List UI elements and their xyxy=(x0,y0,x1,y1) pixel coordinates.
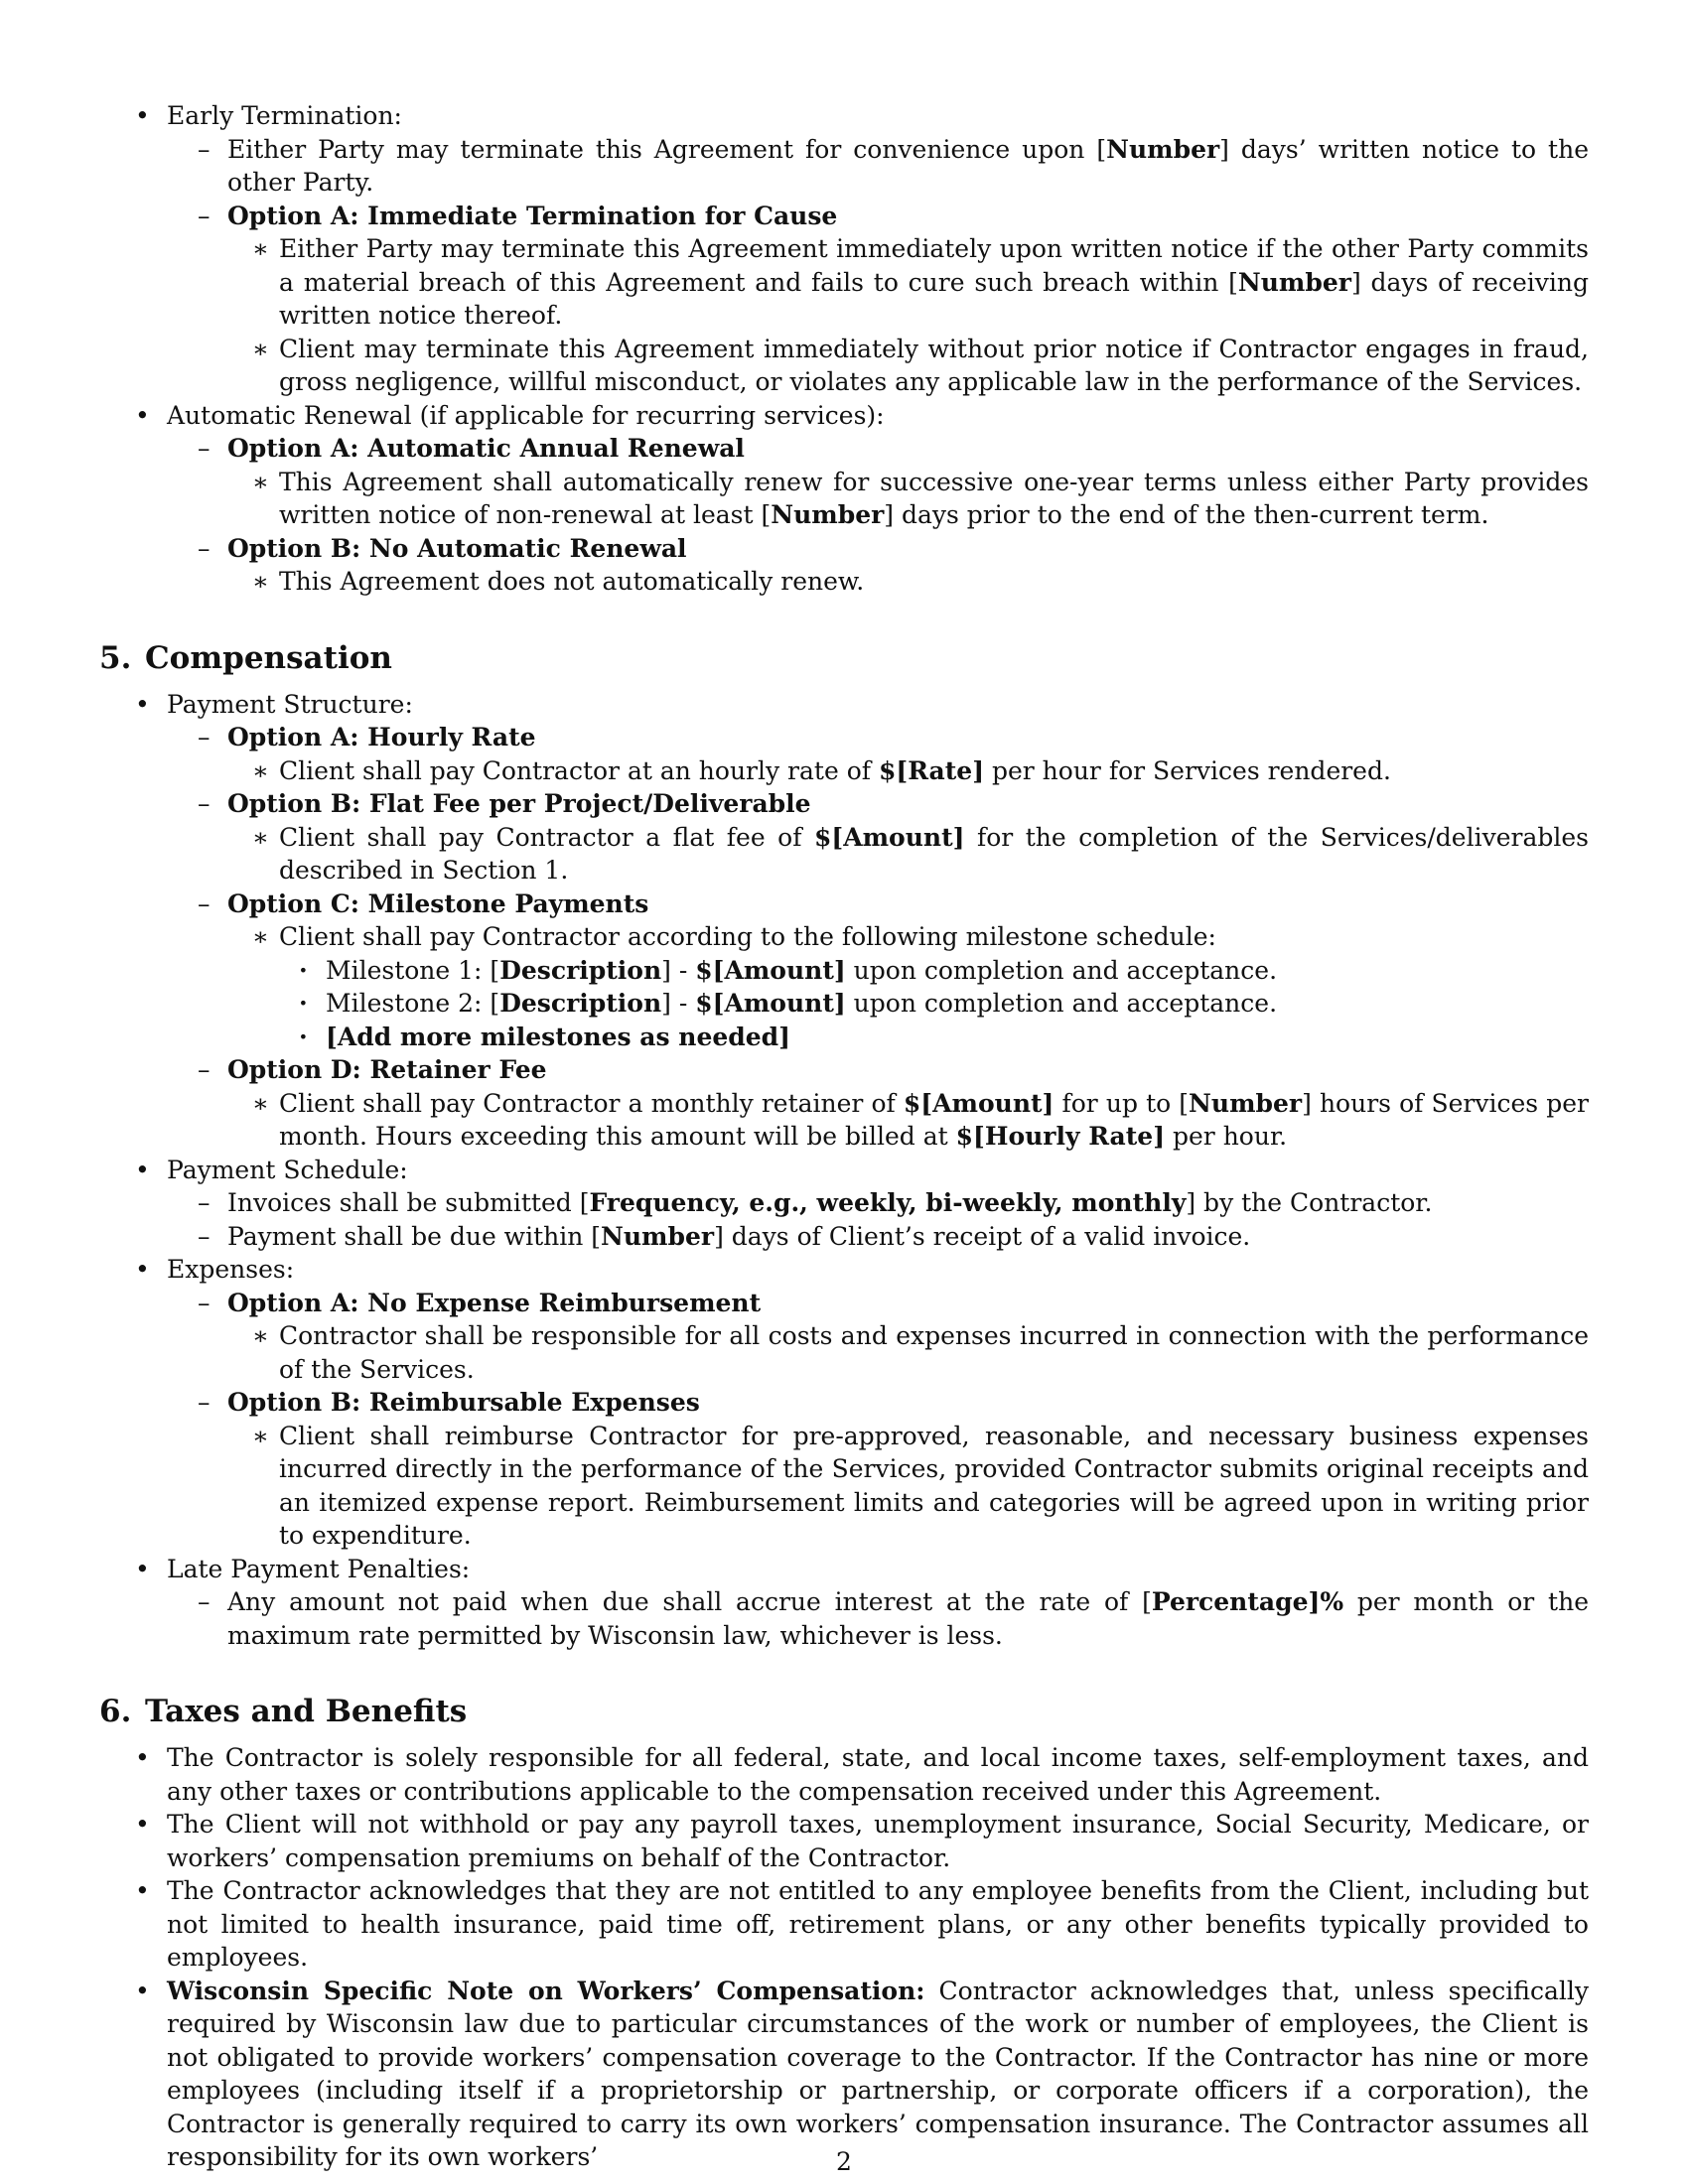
option-milestone-payments: – Option C: Milestone Payments ∗ Client shall pay Contractor according to the following milestone schedule: · Milestone 1: [Description] - $[Amount] upon completion and acceptance. · Milestone 2: [Description] - $[Amount] upon completion and acceptance. · [Add more milestones as needed] xyxy=(167,887,1589,1054)
convenience-termination: – Either Party may terminate this Agreement for convenience upon [Number] days’ written notice to the other Party. xyxy=(167,133,1589,200)
section-heading-taxes: 6. Taxes and Benefits xyxy=(99,1694,468,1729)
option-immediate-termination: – Option A: Immediate Termination for Cause ∗ Either Party may terminate this Agreement immediately upon written notice if the other Party commits a material breach of this Agreement and fails to cure such breach within [Number] days of receiving written notice thereof. ∗ Client may terminate this Agreement immediately without prior notice if Contractor engages in fraud, gross negligence, willful misconduct, or violates any applicable law in the performance of the Services. xyxy=(167,200,1589,399)
termination-breach-clause: ∗ Either Party may terminate this Agreement immediately upon written notice if the other Party commits a material breach of this Agreement and fails to cure such breach within [Number] days of receiving written notice thereof. xyxy=(227,232,1589,333)
early-termination-item: • Early Termination: – Either Party may terminate this Agreement for convenience upon [Number] days’ written notice to the other Party. – Option A: Immediate Termination for Cause ∗ Either Party may terminate this Agreement immediately upon written notice if the other Party commits a material breach of this Agreement and fails to cure such breach within [Number] days of receiving written notice thereof. ∗ Client may terminate this Agreement immediately without prior notice if Contractor engages in fraud, gross negligence, willful misconduct, or violates any applicable law in the performance of the Services. xyxy=(99,99,1589,399)
milestone-clause: ∗ Client shall pay Contractor according to the following milestone schedule: · Milestone 1: [Description] - $[Amount] upon completion and acceptance. · Milestone 2: [Description] - $[Amount] upon completion and acceptance. · [Add more milestones as needed] xyxy=(227,920,1589,1053)
no-reimbursement-clause: ∗ Contractor shall be responsible for all costs and expenses incurred in connection with the performance of the Services. xyxy=(227,1319,1589,1386)
no-benefits-item: • The Contractor acknowledges that they are not entitled to any employee benefits from the Client, including but not limited to health insurance, paid time off, retirement plans, or any other benefits typically provided to employees. xyxy=(99,1874,1589,1975)
payment-structure-item: • Payment Structure: – Option A: Hourly Rate ∗ Client shall pay Contractor at an hourly rate of $[Rate] per hour for Services rendered. – Option B: Flat Fee per Project/Deliverable ∗ Client shall pay Contractor a flat fee of $[Amount] for the completion of the Services/deliverables described in Section 1. – Option C: Milestone Payments ∗ Client shall pay Contractor according to the following milestone schedule: · Milestone 1: [Description] - $[Amount] upon completion and acceptance. · Milestone 2: [Description] - $[Amount] upon completion and acceptance. · [Add more milestones as needed] – Option D: Retainer Fee ∗ Client shall pay Contractor a monthly retainer of $[Amount] for up to [Number] hours of Services per month. Hours exceeding this amount will be billed at $[Hourly Rate] per hour. xyxy=(99,688,1589,1154)
wisconsin-note-item: • Wisconsin Specific Note on Workers’ Compensation: Contractor acknowledges that, unless specifically required by Wisconsin law due to particular circumstances of the work or number of employees, the Client is not obligated to provide workers’ compensation coverage to the Contractor. If the Contractor has nine or more employees (including itself if a proprietorship or partnership, or corporate officers if a corporation), the Contractor is generally required to carry its own workers’ compensation insurance. The Contractor assumes all responsibility for its own workers’ xyxy=(99,1975,1589,2174)
late-payment-item: • Late Payment Penalties: – Any amount not paid when due shall accrue interest at the rate of [Percentage]% per month or the maximum rate permitted by Wisconsin law, whichever is less. xyxy=(99,1553,1589,1653)
page-number: 2 xyxy=(836,2147,852,2176)
retainer-clause: ∗ Client shall pay Contractor a monthly retainer of $[Amount] for up to [Number] hours of Services per month. Hours exceeding this amount will be billed at $[Hourly Rate] per hour. xyxy=(227,1087,1589,1154)
tax-responsibility-item: • The Contractor is solely responsible for all federal, state, and local income taxes, self-employment taxes, and any other taxes or contributions applicable to the compensation received under this Agreement. xyxy=(99,1741,1589,1808)
option-no-reimbursement: – Option A: No Expense Reimbursement ∗ Contractor shall be responsible for all costs and expenses incurred in connection with the performance of the Services. xyxy=(167,1287,1589,1387)
reimbursable-clause: ∗ Client shall reimburse Contractor for pre-approved, reasonable, and necessary business expenses incurred directly in the performance of the Services, provided Contractor submits original receipts and an itemized expense report. Reimbursement limits and categories will be agreed upon in writing prior to expenditure. xyxy=(227,1420,1589,1553)
milestone-more: · [Add more milestones as needed] xyxy=(279,1021,1589,1054)
milestone-2: · Milestone 2: [Description] - $[Amount] upon completion and acceptance. xyxy=(279,987,1589,1021)
milestone-1: · Milestone 1: [Description] - $[Amount] upon completion and acceptance. xyxy=(279,954,1589,988)
payment-due-clause: – Payment shall be due within [Number] days of Client’s receipt of a valid invoice. xyxy=(167,1220,1589,1254)
late-payment-clause: – Any amount not paid when due shall accrue interest at the rate of [Percentage]% per month or the maximum rate permitted by Wisconsin law, whichever is less. xyxy=(167,1585,1589,1652)
flat-fee-clause: ∗ Client shall pay Contractor a flat fee of $[Amount] for the completion of the Services/deliverables described in Section 1. xyxy=(227,821,1589,887)
automatic-renewal-item: • Automatic Renewal (if applicable for recurring services): – Option A: Automatic Annual Renewal ∗ This Agreement shall automatically renew for successive one-year terms unless either Party provides written notice of non-renewal at least [Number] days prior to the end of the then-current term. – Option B: No Automatic Renewal ∗ This Agreement does not automatically renew. xyxy=(99,399,1589,599)
option-flat-fee: – Option B: Flat Fee per Project/Deliverable ∗ Client shall pay Contractor a flat fee of $[Amount] for the completion of the Services/deliverables described in Section 1. xyxy=(167,787,1589,887)
option-automatic-renewal: – Option A: Automatic Annual Renewal ∗ This Agreement shall automatically renew for successive one-year terms unless either Party provides written notice of non-renewal at least [Number] days prior to the end of the then-current term. xyxy=(167,432,1589,532)
option-no-renewal: – Option B: No Automatic Renewal ∗ This Agreement does not automatically renew. xyxy=(167,532,1589,599)
no-withholding-item: • The Client will not withhold or pay any payroll taxes, unemployment insurance, Social Security, Medicare, or workers’ compensation premiums on behalf of the Contractor. xyxy=(99,1808,1589,1874)
no-renewal-clause: ∗ This Agreement does not automatically renew. xyxy=(227,565,1589,599)
compensation-list xyxy=(99,688,1589,1653)
option-hourly-rate: – Option A: Hourly Rate ∗ Client shall pay Contractor at an hourly rate of $[Rate] per hour for Services rendered. xyxy=(167,721,1589,787)
option-reimbursable-expenses: – Option B: Reimbursable Expenses ∗ Client shall reimburse Contractor for pre-approved, reasonable, and necessary business expenses incurred directly in the performance of the Services, provided Contractor submits original receipts and an itemized expense report. Reimbursement limits and categories will be agreed upon in writing prior to expenditure. xyxy=(167,1386,1589,1553)
termination-fraud-clause: ∗ Client may terminate this Agreement immediately without prior notice if Contractor engages in fraud, gross negligence, willful misconduct, or violates any applicable law in the performance of the Services. xyxy=(227,333,1589,399)
option-retainer-fee: – Option D: Retainer Fee ∗ Client shall pay Contractor a monthly retainer of $[Amount] for up to [Number] hours of Services per month. Hours exceeding this amount will be billed at $[Hourly Rate] per hour. xyxy=(167,1053,1589,1154)
term-list xyxy=(99,99,1589,599)
taxes-list xyxy=(99,1741,1589,2174)
hourly-rate-clause: ∗ Client shall pay Contractor at an hourly rate of $[Rate] per hour for Services rendered. xyxy=(227,754,1589,788)
invoice-frequency-clause: – Invoices shall be submitted [Frequency, e.g., weekly, bi-weekly, monthly] by the Contractor. xyxy=(167,1186,1589,1220)
expenses-item: • Expenses: – Option A: No Expense Reimbursement ∗ Contractor shall be responsible for all costs and expenses incurred in connection with the performance of the Services. – Option B: Reimbursable Expenses ∗ Client shall reimburse Contractor for pre-approved, reasonable, and necessary business expenses incurred directly in the performance of the Services, provided Contractor submits original receipts and an itemized expense report. Reimbursement limits and categories will be agreed upon in writing prior to expenditure. xyxy=(99,1253,1589,1553)
document-page xyxy=(99,99,1589,2174)
renewal-clause: ∗ This Agreement shall automatically renew for successive one-year terms unless either Party provides written notice of non-renewal at least [Number] days prior to the end of the then-current term. xyxy=(227,466,1589,532)
payment-schedule-item: • Payment Schedule: – Invoices shall be submitted [Frequency, e.g., weekly, bi-weekly, monthly] by the Contractor. – Payment shall be due within [Number] days of Client’s receipt of a valid invoice. xyxy=(99,1154,1589,1254)
section-heading-compensation: 5. Compensation xyxy=(99,639,392,676)
